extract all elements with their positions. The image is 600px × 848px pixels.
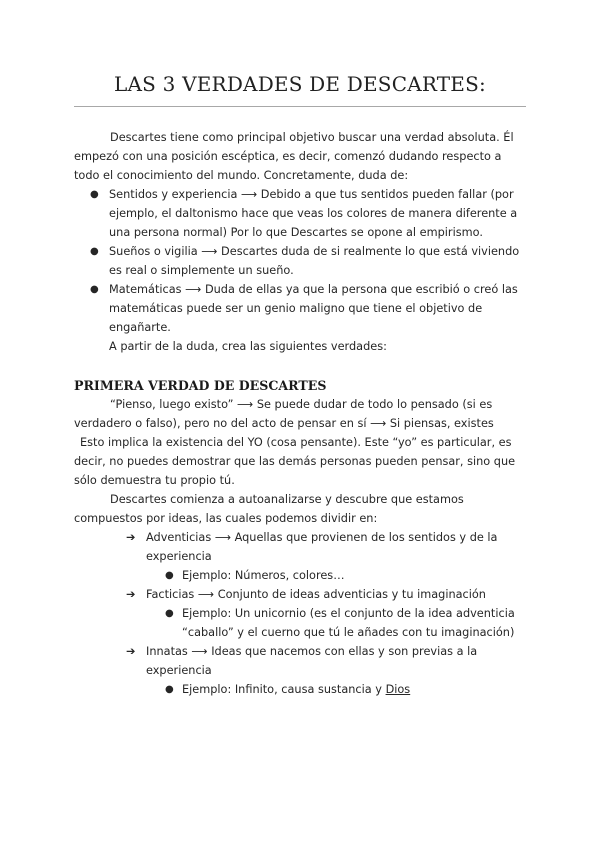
list-item-text: Sueños o vigilia ⟶ Descartes duda de si realmente lo que está viviendo es real o simplemente un sueño. [109,245,520,277]
arrow-icon: ➔ [126,645,136,658]
dios-link[interactable]: Dios [385,683,411,696]
document-body [74,128,530,699]
ideas-intro-paragraph: Descartes comienza a autoanalizarse y descubre que estamos compuestos por ideas, las cuales podemos dividir en: [74,493,464,525]
bullet-icon: ● [90,246,99,257]
cogito-paragraph: “Pienso, luego existo” ⟶ Se puede dudar de todo lo pensado (si es verdadero o falso), pero no del acto de pensar en sí ⟶ Si piensas, existes [74,398,494,430]
idea-example-text: Ejemplo: Números, colores… [182,569,345,582]
list-item-text: Sentidos y experiencia ⟶ Debido a que tus sentidos pueden fallar (por ejemplo, el daltonismo hace que veas los colores de manera diferente a una persona normal) Por lo que Descartes se opone al empirismo. [109,188,518,239]
yo-paragraph: Esto implica la existencia del YO (cosa pensante). Este “yo” es particular, es decir, no puedes demostrar que las demás personas pueden pensar, sino que sólo demuestra tu propio tú. [74,436,516,487]
section-heading: PRIMERA VERDAD DE DESCARTES [74,378,327,393]
idea-example-item [74,680,530,699]
list-item [74,242,530,280]
idea-example-text: Ejemplo: Un unicornio (es el conjunto de la idea adventicia “caballo” y el cuerno que tú le añades con tu imaginación) [182,607,515,639]
idea-type-text: Facticias ⟶ Conjunto de ideas adventicias y tu imaginación [146,588,486,601]
intro-paragraph: Descartes tiene como principal objetivo buscar una verdad absoluta. Él empezó con una posición escéptica, es decir, comenzó dudando respecto a todo el conocimiento del mundo. Concretamente, duda de: [74,131,514,182]
idea-type-text: Innatas ⟶ Ideas que nacemos con ellas y son previas a la experiencia [146,645,478,677]
idea-example-text: Ejemplo: Infinito, causa sustancia y [182,683,382,696]
transition-paragraph: A partir de la duda, crea las siguientes verdades: [109,340,387,353]
arrow-icon: ➔ [126,588,136,601]
list-item [74,280,530,337]
document-title: LAS 3 VERDADES DE DESCARTES: [114,72,486,96]
idea-type-item [74,642,530,680]
idea-type-item [74,585,530,604]
list-item-text: Matemáticas ⟶ Duda de ellas ya que la persona que escribió o creó las matemáticas puede ser un genio maligno que tiene el objetivo de engañarte. [109,283,518,334]
doubts-list [74,185,530,337]
idea-type-text: Adventicias ⟶ Aquellas que provienen de los sentidos y de la experiencia [146,531,498,563]
bullet-icon: ● [90,189,99,200]
arrow-icon: ➔ [126,531,136,544]
bullet-icon: ● [165,684,174,695]
bullet-icon: ● [165,608,174,619]
bullet-icon: ● [90,284,99,295]
bullet-icon: ● [165,570,174,581]
list-item [74,185,530,242]
idea-example-item [74,566,530,585]
idea-type-item [74,528,530,566]
title-divider [74,106,526,107]
idea-example-item [74,604,530,642]
